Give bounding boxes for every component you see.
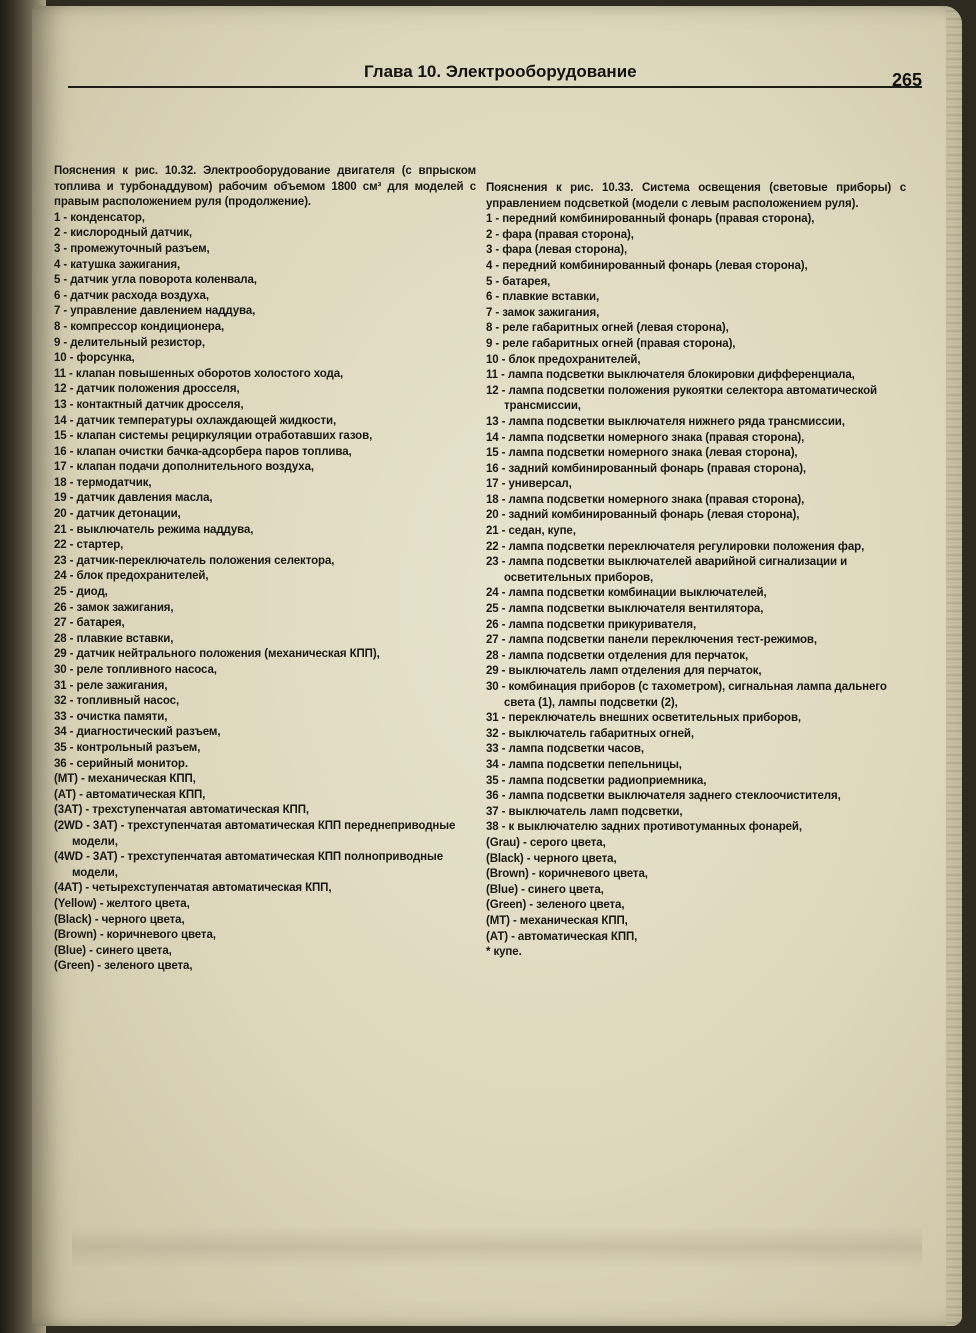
running-header [68, 62, 922, 102]
legend-item: 20 - датчик детонации, [54, 508, 181, 521]
legend-item: 27 - лампа подсветки панели переключения тест-режимов, [486, 634, 817, 647]
legend-item: (Yellow) - желтого цвета, [54, 897, 190, 910]
legend-item: 14 - датчик температуры охлаждающей жидкости, [54, 414, 337, 427]
legend-item: 4 - катушка зажигания, [54, 258, 181, 271]
legend-item: 17 - универсал, [486, 478, 572, 491]
legend-item: (2WD - 3АТ) - трехступенчатая автоматическая КПП переднеприводные модели, [54, 819, 456, 848]
legend-item: 34 - лампа подсветки пепельницы, [486, 758, 682, 771]
legend-item: 24 - блок предохранителей, [54, 570, 209, 583]
legend-item: 15 - клапан системы рециркуляции отработавших газов, [54, 430, 373, 443]
left-caption: Пояснения к рис. 10.32. Электрооборудование двигателя (с впрыском топлива и турбонаддувом) рабочим объемом 1800 см³ для моделей с правым расположением руля (продолжение). [54, 165, 476, 209]
legend-item: 17 - клапан подачи дополнительного воздуха, [54, 461, 314, 474]
legend-item: 29 - датчик нейтрального положения (механическая КПП), [54, 648, 380, 661]
left-legend-list [54, 211, 476, 975]
legend-item: 25 - лампа подсветки выключателя вентилятора, [486, 603, 764, 616]
legend-item: 36 - серийный монитор. [54, 757, 188, 770]
legend-item: 6 - плавкие вставки, [486, 291, 600, 304]
legend-item: 21 - седан, купе, [486, 525, 576, 538]
book-page [32, 6, 962, 1326]
legend-item: 20 - задний комбинированный фонарь (левая сторона), [486, 509, 800, 522]
legend-item: 11 - лампа подсветки выключателя блокировки дифференциала, [486, 369, 855, 382]
legend-item: 9 - реле габаритных огней (правая сторона), [486, 337, 736, 350]
legend-item: 27 - батарея, [54, 617, 125, 630]
header-rule [68, 86, 922, 88]
legend-item: (МТ) - механическая КПП, [54, 773, 196, 786]
legend-item: 5 - батарея, [486, 275, 551, 288]
legend-item: (Green) - зеленого цвета, [486, 899, 625, 912]
legend-item: (Black) - черного цвета, [54, 913, 185, 926]
legend-item: 15 - лампа подсветки номерного знака (левая сторона), [486, 447, 798, 460]
right-caption: Пояснения к рис. 10.33. Система освещения (световые приборы) с управлением подсветкой (модели с левым расположением руля). [486, 182, 906, 210]
legend-item: 2 - фара (правая сторона), [486, 228, 634, 241]
legend-item: 32 - топливный насос, [54, 695, 180, 708]
legend-item: 16 - задний комбинированный фонарь (правая сторона), [486, 462, 807, 475]
legend-item: 25 - диод, [54, 586, 108, 599]
page-edge [946, 6, 962, 1326]
legend-item: 6 - датчик расхода воздуха, [54, 289, 209, 302]
legend-item: 10 - форсунка, [54, 352, 135, 365]
legend-item: (3АТ) - трехступенчатая автоматическая КПП, [54, 804, 309, 817]
legend-item: 10 - блок предохранителей, [486, 353, 641, 366]
legend-item: 9 - делительный резистор, [54, 336, 205, 349]
legend-item: 18 - лампа подсветки номерного знака (правая сторона), [486, 493, 805, 506]
legend-item: (АТ) - автоматическая КПП, [486, 930, 638, 943]
legend-item: 4 - передний комбинированный фонарь (левая сторона), [486, 259, 808, 272]
legend-item: 16 - клапан очистки бачка-адсорбера паров топлива, [54, 445, 352, 458]
legend-item: 35 - контрольный разъем, [54, 741, 201, 754]
legend-item: 30 - реле топливного насоса, [54, 664, 217, 676]
legend-item: 23 - датчик-переключатель положения селектора, [54, 554, 335, 567]
left-column [54, 164, 476, 975]
legend-item: 33 - очистка памяти, [54, 710, 168, 723]
legend-item: 33 - лампа подсветки часов, [486, 743, 644, 756]
legend-item: (МТ) - механическая КПП, [486, 914, 628, 927]
legend-item: 30 - комбинация приборов (с тахометром), сигнальная лампа дальнего света (1), лампы подсветки (2), [486, 681, 887, 709]
legend-item: 28 - плавкие вставки, [54, 632, 174, 645]
legend-item: (Blue) - синего цвета, [486, 883, 604, 896]
legend-item: 3 - промежуточный разъем, [54, 242, 210, 255]
legend-item: 32 - выключатель габаритных огней, [486, 727, 694, 740]
legend-item: 3 - фара (левая сторона), [486, 244, 628, 257]
legend-item: 28 - лампа подсветки отделения для перчаток, [486, 649, 749, 662]
right-column [486, 181, 906, 961]
legend-item: 19 - датчик давления масла, [54, 492, 213, 505]
legend-item: 34 - диагностический разъем, [54, 726, 221, 739]
legend-item: 36 - лампа подсветки выключателя заднего стеклоочистителя, [486, 790, 841, 803]
legend-item: 14 - лампа подсветки номерного знака (правая сторона), [486, 431, 805, 444]
legend-item: (Black) - черного цвета, [486, 852, 617, 865]
legend-item: 29 - выключатель ламп отделения для перчаток, [486, 665, 762, 678]
legend-item: 26 - лампа подсветки прикуривателя, [486, 618, 697, 631]
legend-item: 21 - выключатель режима наддува, [54, 523, 254, 536]
legend-item: 5 - датчик угла поворота коленвала, [54, 274, 257, 287]
legend-item: (4АТ) - четырехступенчатая автоматическая КПП, [54, 882, 332, 895]
legend-item: 37 - выключатель ламп подсветки, [486, 805, 683, 818]
legend-item: (Grau) - серого цвета, [486, 836, 606, 849]
right-legend-list [486, 212, 906, 961]
page-number: 265 [891, 70, 922, 90]
legend-item: 38 - к выключателю задних противотуманных фонарей, [486, 821, 802, 834]
legend-item: 1 - передний комбинированный фонарь (правая сторона), [486, 213, 815, 226]
legend-item: 26 - замок зажигания, [54, 601, 174, 614]
legend-item: 31 - переключатель внешних осветительных приборов, [486, 712, 802, 725]
legend-item: 8 - реле габаритных огней (левая сторона), [486, 322, 729, 335]
legend-item: 11 - клапан повышенных оборотов холостого хода, [54, 367, 344, 380]
legend-item: (4WD - 3АТ) - трехступенчатая автоматическая КПП полноприводные модели, [54, 851, 444, 879]
legend-item: 18 - термодатчик, [54, 476, 152, 489]
legend-item: * купе. [486, 946, 522, 959]
legend-item: 13 - лампа подсветки выключателя нижнего ряда трансмиссии, [486, 415, 845, 428]
chapter-title: Глава 10. Электрооборудование [364, 62, 637, 81]
legend-item: (АТ) - автоматическая КПП, [54, 788, 206, 801]
legend-item: 8 - компрессор кондиционера, [54, 320, 225, 333]
legend-item: 12 - датчик положения дросселя, [54, 383, 240, 396]
legend-item: (Green) - зеленого цвета, [54, 960, 193, 973]
legend-item: 35 - лампа подсветки радиоприемника, [486, 774, 707, 787]
legend-item: 24 - лампа подсветки комбинации выключателей, [486, 587, 767, 600]
legend-item: (Brown) - коричневого цвета, [54, 929, 216, 942]
legend-item: 1 - конденсатор, [54, 211, 145, 224]
legend-item: 7 - управление давлением наддува, [54, 305, 256, 318]
legend-item: 22 - стартер, [54, 539, 124, 552]
bleed-through-caption [72, 1226, 922, 1268]
legend-item: 2 - кислородный датчик, [54, 227, 192, 240]
legend-item: 12 - лампа подсветки положения рукоятки селектора автоматической трансмиссии, [486, 384, 878, 413]
legend-item: (Brown) - коричневого цвета, [486, 868, 648, 881]
legend-item: 22 - лампа подсветки переключателя регулировки положения фар, [486, 540, 865, 553]
legend-item: 13 - контактный датчик дросселя, [54, 398, 244, 411]
legend-item: 7 - замок зажигания, [486, 306, 600, 319]
legend-item: (Blue) - синего цвета, [54, 944, 172, 957]
legend-item: 31 - реле зажигания, [54, 679, 168, 692]
legend-item: 23 - лампа подсветки выключателей аварийной сигнализации и осветительных приборов, [486, 556, 848, 584]
